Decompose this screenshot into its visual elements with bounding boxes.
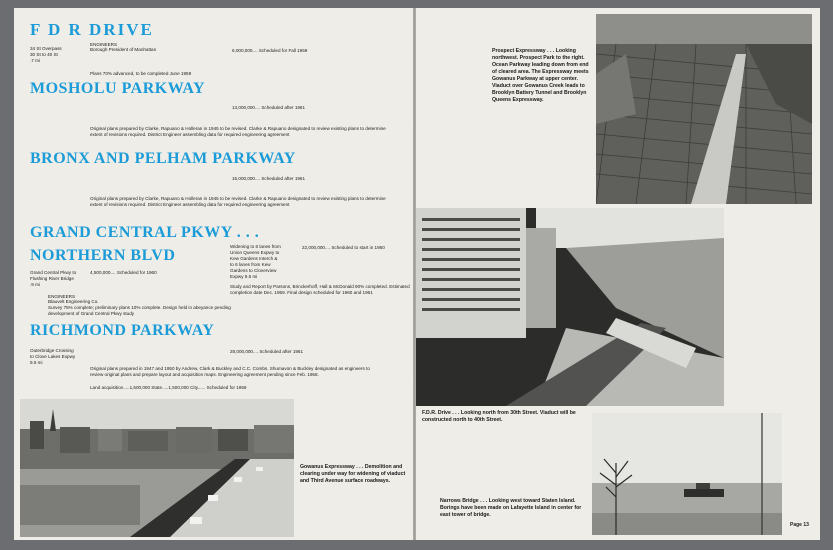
fdr-engineers: Borough President of Manhattan [90, 47, 157, 52]
bronx-pelham-heading: BRONX AND PELHAM PARKWAY [30, 150, 296, 167]
gc-widening-4: to 6 lanes from Kew [230, 262, 271, 267]
gc-widening-5: Gardens to Cloverview [230, 268, 277, 273]
fdr-drive-heading: F D R DRIVE [30, 20, 154, 39]
gc-engineers-label: ENGINEERS [48, 294, 76, 299]
gc-side-line-1: Grand Central Pkwy to [30, 270, 77, 275]
grand-central-heading: GRAND CENTRAL PKWY . . . [30, 224, 260, 241]
bronx-note: Original plans prepared by Clarke, Rapuano & Holleran in 1945 to be revised. Clarke & Rapuano designated to review existing plans to determine extent of revisions required. District Engineer assembling data for required engineering agreement [90, 196, 386, 207]
narrows-photo [592, 413, 782, 535]
mosholu-amount: 13,000,000.... Scheduled after 1961 [232, 105, 306, 110]
fdr-photo [416, 208, 724, 406]
prospect-caption: Prospect Expressway . . . Looking northwest. Prospect Park to the right. Ocean Parkway leading down from end of cleared area. The Expressway meets Gowanus Parkway at upper center. Viaduct over Gowanus Creek leads to Brooklyn Battery Tunnel and Brooklyn Queens Expressway. [492, 48, 589, 103]
gc-widening-1: Widening to 6 lanes from [230, 244, 281, 249]
gc-study: Study and Report by Parsons, Brinckerhoff, Hall & McDonald 90% completed. Estimated completion date Dec. 1959. Final design scheduled for 1960 and 1961 [230, 284, 410, 295]
fdr-side-line-2: 30 St to 40 St [30, 52, 58, 57]
right-page [416, 8, 820, 540]
gc-side-line-2: Flushing River Bridge [30, 276, 74, 281]
richmond-side-3: 9.5 mi [30, 360, 43, 365]
bronx-amount: 15,000,000.... Scheduled after 1961 [232, 176, 306, 181]
prospect-photo [596, 14, 812, 204]
fdr-side-line-1: 34 St Overpass [30, 46, 62, 51]
gc-note: Survey 75% complete; preliminary plans 10% complete. Design held in abeyance pending development of Grand Central Pkwy study [48, 305, 231, 316]
fdr-caption: F.D.R. Drive . . . Looking north from 30th Street. Viaduct will be constructed north to 40th Street. [422, 410, 576, 423]
fdr-engineers-label: ENGINEERS [90, 42, 118, 47]
left-page [14, 8, 413, 540]
gc-widening-6: Expwy 9.5 mi [230, 274, 258, 279]
gc-widening-2: Union Queens Expwy to [230, 250, 280, 255]
richmond-side-2: to Clove Lakes Expwy [30, 354, 76, 359]
fdr-amount: 6,000,000.... Scheduled for Fall 1959 [232, 48, 308, 53]
richmond-side-1: Outerbridge Crossing [30, 348, 74, 353]
fdr-plans: Plans 70% advanced, to be completed June 1959 [90, 71, 192, 76]
gc-amount: 4,500,000.... Scheduled for 1960 [90, 270, 157, 275]
richmond-note: Original plans prepared in 1947 and 1950 by Andrew, Clark & Buckley and C.C. Combs. Shumavon & Buckley designated as engineers to review original plans and prepare layout and acquisition maps. Engineering agreement pending since Feb. 1958. [90, 366, 370, 377]
gc-widening-3: Kew Gardens Interch & [230, 256, 278, 261]
gc-amount-2: 22,000,000.... Scheduled to start in 1960 [302, 245, 385, 250]
richmond-land: Land acquisition.....1,500,000 State.....1,500,000 City...... Scheduled for 1959 [90, 385, 247, 390]
mosholu-heading: MOSHOLU PARKWAY [30, 80, 206, 97]
richmond-heading: RICHMOND PARKWAY [30, 322, 215, 339]
mosholu-note: Original plans prepared by Clarke, Rapuano & Holleran in 1945 to be revised. Clarke & Rapuano designated to review existing plans to determine extent of revisions required. District Engineer assembling data for required engineering agreement [90, 126, 386, 137]
page-number: Page 13 [790, 522, 809, 528]
richmond-amount: 28,000,000.... Scheduled after 1961 [230, 349, 304, 354]
gc-engineers: Blauvelt Engineering Co. [48, 299, 99, 304]
gc-side-line-3: .9 mi [30, 282, 40, 287]
narrows-caption: Narrows Bridge . . . Looking west toward Staten Island. Borings have been made on Lafayette Island in center for east tower of bridge. [440, 498, 582, 518]
fdr-side-line-3: .7 mi [30, 58, 40, 63]
gowanus-photo [20, 399, 294, 537]
gowanus-caption: Gowanus Expressway . . . Demolition and clearing under way for widening of viaduct and Third Avenue surface roadways. [300, 464, 406, 484]
northern-blvd-heading: NORTHERN BLVD [30, 247, 176, 264]
